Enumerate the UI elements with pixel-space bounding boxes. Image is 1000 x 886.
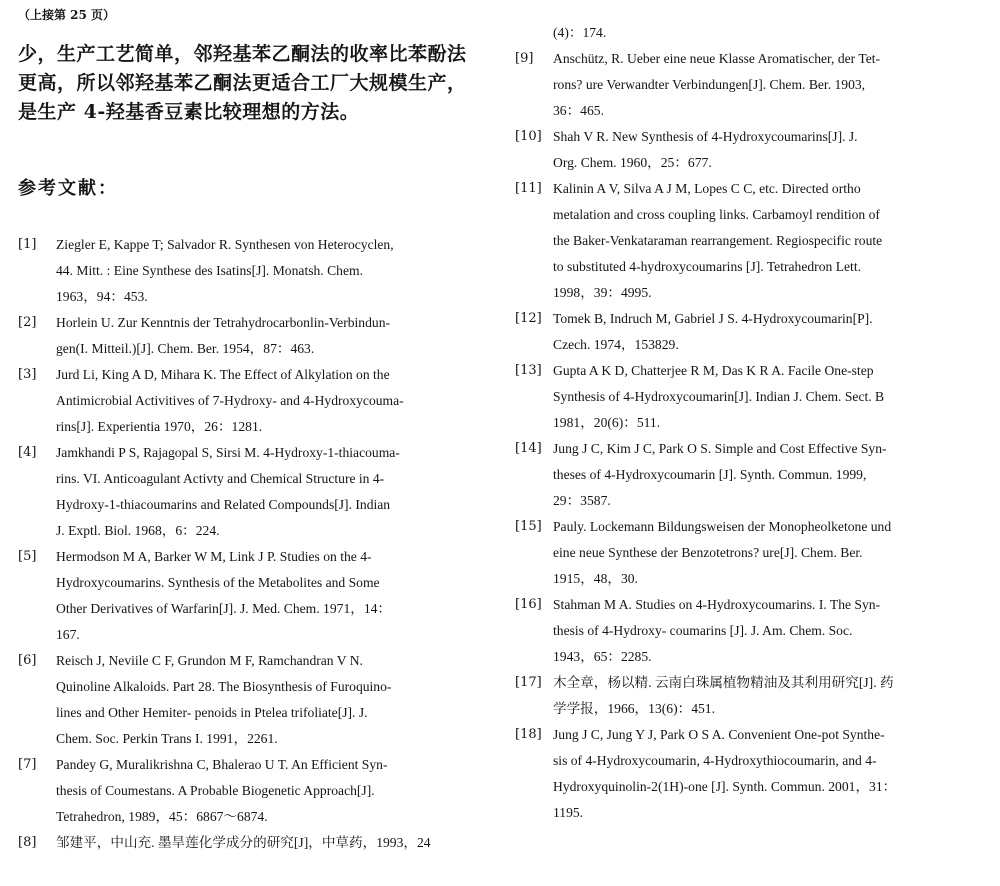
reference-line: Jung J C, Jung Y J, Park O S A. Convenient One-pot Synthe- [553, 727, 885, 742]
reference-number: [13] [515, 363, 542, 378]
reference-number: [8] [18, 835, 37, 850]
reference-number: [5] [18, 549, 37, 564]
reference-number: [12] [515, 311, 542, 326]
reference-line: Ziegler E, Kappe T; Salvador R. Synthesen von Heterocyclen, [56, 237, 394, 252]
reference-line: rins. VI. Anticoagulant Activty and Chemical Structure in 4- [56, 471, 385, 486]
reference-number: [14] [515, 441, 542, 456]
reference-line: Pandey G, Muralikrishna C, Bhalerao U T. An Efficient Syn- [56, 757, 388, 772]
intro-line: 更高，所以邻羟基苯乙酮法更适合工厂大规模生产， [18, 72, 467, 94]
reference-number: [2] [18, 315, 37, 330]
reference-line: Shah V R. New Synthesis of 4-Hydroxycoumarins[J]. J. [553, 129, 858, 144]
intro-line: 是生产 4-羟基香豆素比较理想的方法。 [18, 101, 360, 123]
reference-line: Stahman M A. Studies on 4-Hydroxycoumarins. I. The Syn- [553, 597, 881, 612]
reference-line: Tomek B, Indruch M, Gabriel J S. 4-Hydroxycoumarin[P]. [553, 311, 873, 326]
reference-entry [515, 306, 977, 358]
reference-line: 1943，65：2285. [553, 649, 652, 664]
reference-number: [15] [515, 519, 542, 534]
reference-entry [515, 20, 977, 46]
reference-entry [515, 358, 977, 436]
reference-entry [18, 830, 480, 856]
reference-line: rins[J]. Experientia 1970，26：1281. [56, 419, 263, 434]
reference-line: Czech. 1974，153829. [553, 337, 679, 352]
reference-entry [18, 648, 480, 752]
reference-number: [16] [515, 597, 542, 612]
reference-number: [18] [515, 727, 542, 742]
reference-entry [515, 514, 977, 592]
reference-line: Gupta A K D, Chatterjee R M, Das K R A. Facile One-step [553, 363, 874, 378]
reference-line: lines and Other Hemiter- penoids in Ptelea trifoliate[J]. J. [56, 705, 368, 720]
reference-line: (4)：174. [553, 25, 607, 40]
reference-line: Hydroxy-1-thiacoumarins and Related Compounds[J]. Indian [56, 497, 391, 512]
right-reference-list [515, 20, 977, 826]
reference-line: rons? ure Verwandter Verbindungen[J]. Chem. Ber. 1903, [553, 77, 866, 92]
reference-line: 木全章，杨以精. 云南白珠属植物精油及其利用研究[J]. 药 [553, 675, 894, 690]
reference-line: 29：3587. [553, 493, 611, 508]
reference-number: [1] [18, 237, 37, 252]
reference-number: [17] [515, 675, 542, 690]
reference-line: 44. Mitt. : Eine Synthese des Isatins[J]. Monatsh. Chem. [56, 263, 363, 278]
reference-line: 学学报，1966，13(6)：451. [553, 701, 715, 716]
reference-line: 1915，48，30. [553, 571, 638, 586]
reference-entry [18, 752, 480, 830]
reference-line: theses of 4-Hydroxycoumarin [J]. Synth. Commun. 1999, [553, 467, 867, 482]
reference-entry [515, 592, 977, 670]
reference-number: [11] [515, 181, 542, 196]
reference-entry [515, 46, 977, 124]
left-reference-list [18, 232, 480, 856]
reference-line: 167. [56, 627, 80, 642]
reference-entry [515, 722, 977, 826]
intro-paragraph [18, 40, 480, 127]
reference-line: thesis of 4-Hydroxy- coumarins [J]. J. Am. Chem. Soc. [553, 623, 853, 638]
reference-entry [18, 544, 480, 648]
reference-entry [515, 124, 977, 176]
reference-line: 邹建平，中山充. 墨旱莲化学成分的研究[J]，中草药，1993，24 [56, 835, 431, 850]
reference-line: Kalinin A V, Silva A J M, Lopes C C, etc. Directed ortho [553, 181, 861, 196]
reference-line: Horlein U. Zur Kenntnis der Tetrahydrocarbonlin-Verbindun- [56, 315, 391, 330]
reference-line: Other Derivatives of Warfarin[J]. J. Med. Chem. 1971，14： [56, 601, 392, 616]
reference-entry [18, 440, 480, 544]
reference-number: [6] [18, 653, 37, 668]
reference-entry [515, 670, 977, 722]
reference-line: J. Exptl. Biol. 1968，6：224. [56, 523, 220, 538]
reference-line: thesis of Coumestans. A Probable Biogenetic Approach[J]. [56, 783, 375, 798]
reference-line: Hermodson M A, Barker W M, Link J P. Studies on the 4- [56, 549, 372, 564]
reference-line: metalation and cross coupling links. Carbamoyl rendition of [553, 207, 880, 222]
reference-number: [4] [18, 445, 37, 460]
reference-line: to substituted 4-hydroxycoumarins [J]. Tetrahedron Lett. [553, 259, 861, 274]
reference-line: Jurd Li, King A D, Mihara K. The Effect of Alkylation on the [56, 367, 390, 382]
reference-line: gen(I. Mitteil.)[J]. Chem. Ber. 1954，87：463. [56, 341, 315, 356]
reference-line: 1998，39：4995. [553, 285, 652, 300]
reference-line: Anschütz, R. Ueber eine neue Klasse Aromatischer, der Tet- [553, 51, 881, 66]
reference-line: 1195. [553, 805, 584, 820]
continuation-note: （上接第 25 页） [18, 8, 116, 22]
reference-line: eine neue Synthese der Benzotetrons? ure[J]. Chem. Ber. [553, 545, 863, 560]
reference-line: Quinoline Alkaloids. Part 28. The Biosynthesis of Furoquino- [56, 679, 392, 694]
reference-line: the Baker-Venkataraman rearrangement. Regiospecific route [553, 233, 883, 248]
reference-line: Hydroxyquinolin-2(1H)-one [J]. Synth. Commun. 2001，31： [553, 779, 897, 794]
reference-number: [9] [515, 51, 534, 66]
references-heading: 参考文献： [18, 178, 118, 199]
reference-number: [7] [18, 757, 37, 772]
intro-line: 少，生产工艺简单，邻羟基苯乙酮法的收率比苯酚法 [18, 43, 467, 65]
reference-line: 1963，94：453. [56, 289, 148, 304]
reference-number: [10] [515, 129, 542, 144]
reference-line: Pauly. Lockemann Bildungsweisen der Monopheolketone und [553, 519, 892, 534]
reference-line: Reisch J, Neviile C F, Grundon M F, Ramchandran V N. [56, 653, 363, 668]
reference-line: Tetrahedron, 1989，45：6867～6874. [56, 809, 268, 824]
reference-entry [515, 436, 977, 514]
reference-line: Antimicrobial Activitives of 7-Hydroxy- and 4-Hydroxycouma- [56, 393, 404, 408]
reference-line: Org. Chem. 1960，25：677. [553, 155, 712, 170]
reference-line: Chem. Soc. Perkin Trans I. 1991，2261. [56, 731, 278, 746]
reference-entry [18, 362, 480, 440]
reference-line: sis of 4-Hydroxycoumarin, 4-Hydroxythiocoumarin, and 4- [553, 753, 877, 768]
reference-line: 36：465. [553, 103, 604, 118]
reference-entry [18, 310, 480, 362]
reference-line: Hydroxycoumarins. Synthesis of the Metabolites and Some [56, 575, 380, 590]
reference-line: 1981，20(6)：511. [553, 415, 661, 430]
reference-entry [515, 176, 977, 306]
reference-line: Jamkhandi P S, Rajagopal S, Sirsi M. 4-Hydroxy-1-thiacouma- [56, 445, 400, 460]
reference-number: [3] [18, 367, 37, 382]
reference-entry [18, 232, 480, 310]
reference-line: Synthesis of 4-Hydroxycoumarin[J]. Indian J. Chem. Sect. B [553, 389, 885, 404]
reference-line: Jung J C, Kim J C, Park O S. Simple and Cost Effective Syn- [553, 441, 887, 456]
